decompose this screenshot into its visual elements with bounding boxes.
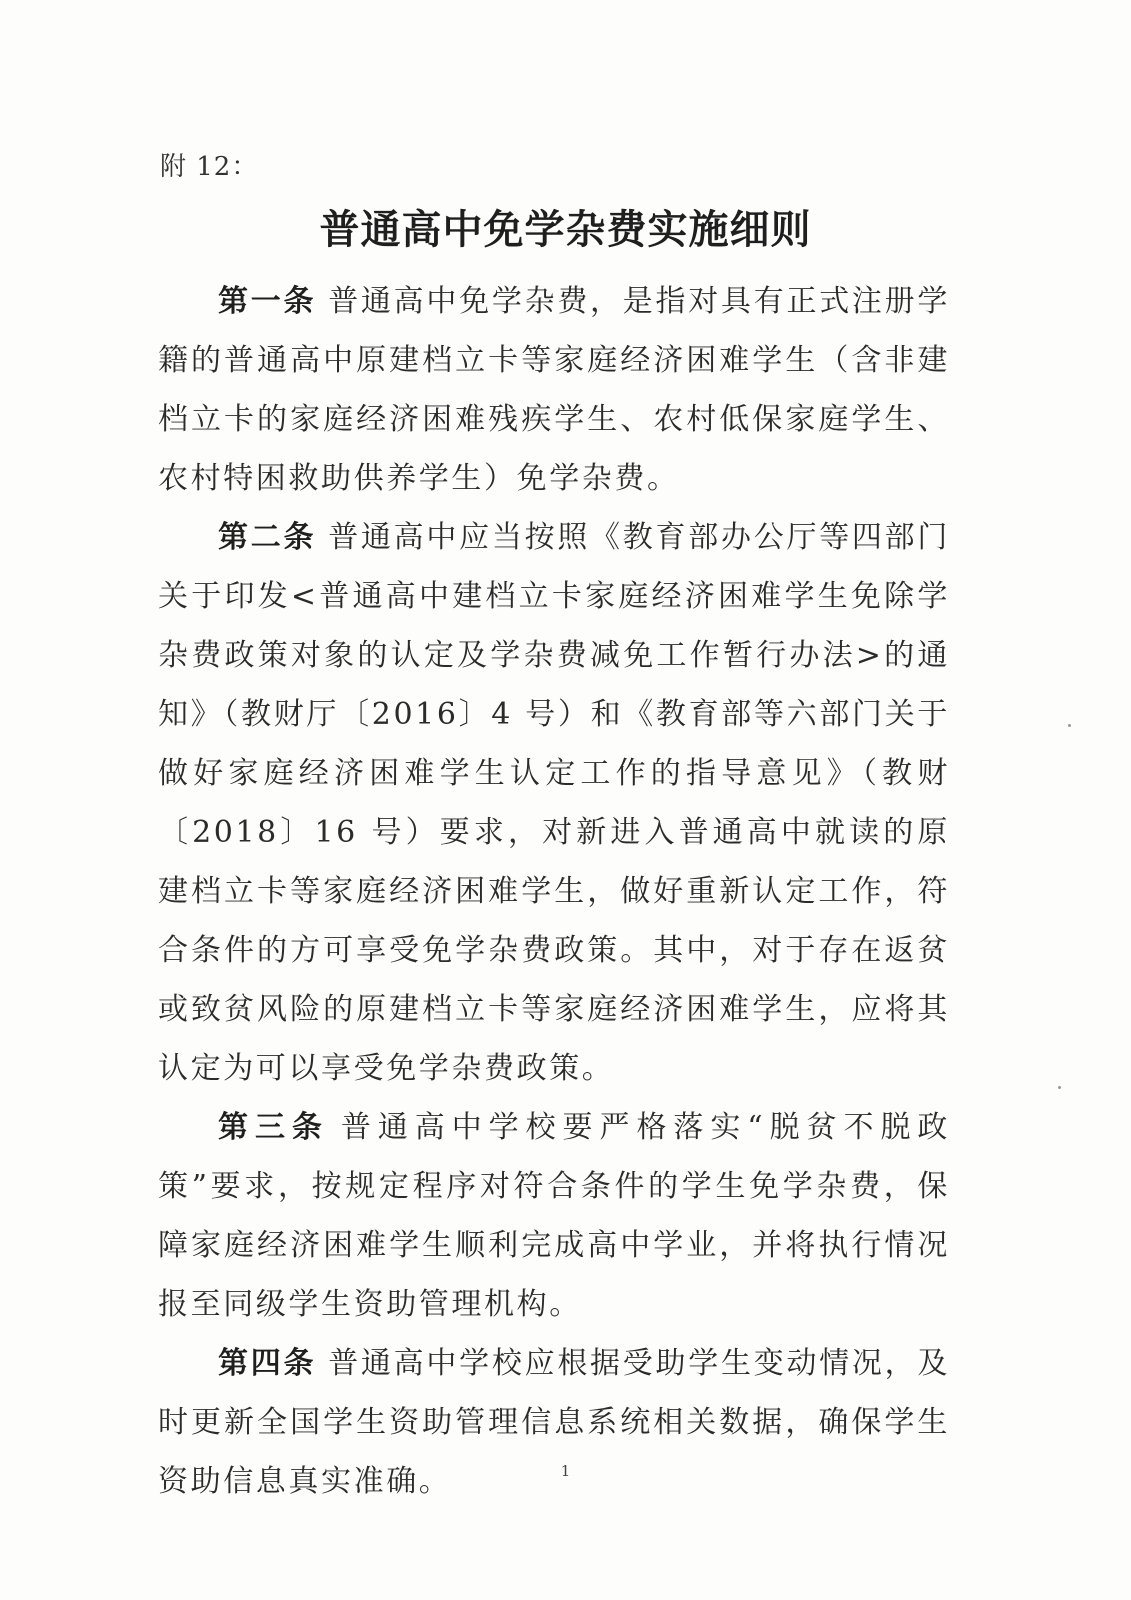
article-1 xyxy=(158,272,950,508)
article-heading: 第二条 xyxy=(218,520,317,555)
article-text: 普通高中学校要严格落实“脱贫不脱政策”要求，按规定程序对符合条件的学生免学杂费，保障家庭经济困难学生顺利完成高中学业，并将执行情况报至同级学生资助管理机构。 xyxy=(158,1110,950,1322)
document-title: 普通高中免学杂费实施细则 xyxy=(319,206,812,253)
document-body xyxy=(158,272,950,1511)
scan-speck xyxy=(1068,724,1071,727)
scan-speck xyxy=(1058,1086,1061,1089)
attachment-label: 附 12： xyxy=(160,152,259,182)
article-text: 普通高中应当按照《教育部办公厅等四部门关于印发<普通高中建档立卡家庭经济困难学生免除学杂费政策对象的认定及学杂费减免工作暂行办法>的通知》（教财厅〔2016〕4 号）和《教育部等六部门关于做好家庭经济困难学生认定工作的指导意见》（教财〔2018〕16 号）要求，对新进入普通高中就读的原建档立卡等家庭经济困难学生，做好重新认定工作，符合条件的方可享受免学杂费政策。其中，对于存在返贫或致贫风险的原建档立卡等家庭经济困难学生，应将其认定为可以享受免学杂费政策。 xyxy=(158,520,950,1086)
article-heading: 第三条 xyxy=(218,1110,329,1145)
article-3 xyxy=(158,1098,950,1334)
article-2 xyxy=(158,508,950,1098)
article-4 xyxy=(158,1334,950,1511)
article-heading: 第四条 xyxy=(218,1346,317,1381)
article-text: 普通高中学校应根据受助学生变动情况，及时更新全国学生资助管理信息系统相关数据，确保学生资助信息真实准确。 xyxy=(158,1346,950,1499)
article-heading: 第一条 xyxy=(218,284,317,319)
article-text: 普通高中免学杂费，是指对具有正式注册学籍的普通高中原建档立卡等家庭经济困难学生（含非建档立卡的家庭经济困难残疾学生、农村低保家庭学生、农村特困救助供养学生）免学杂费。 xyxy=(158,284,950,496)
page-number: 1 xyxy=(560,1462,571,1480)
